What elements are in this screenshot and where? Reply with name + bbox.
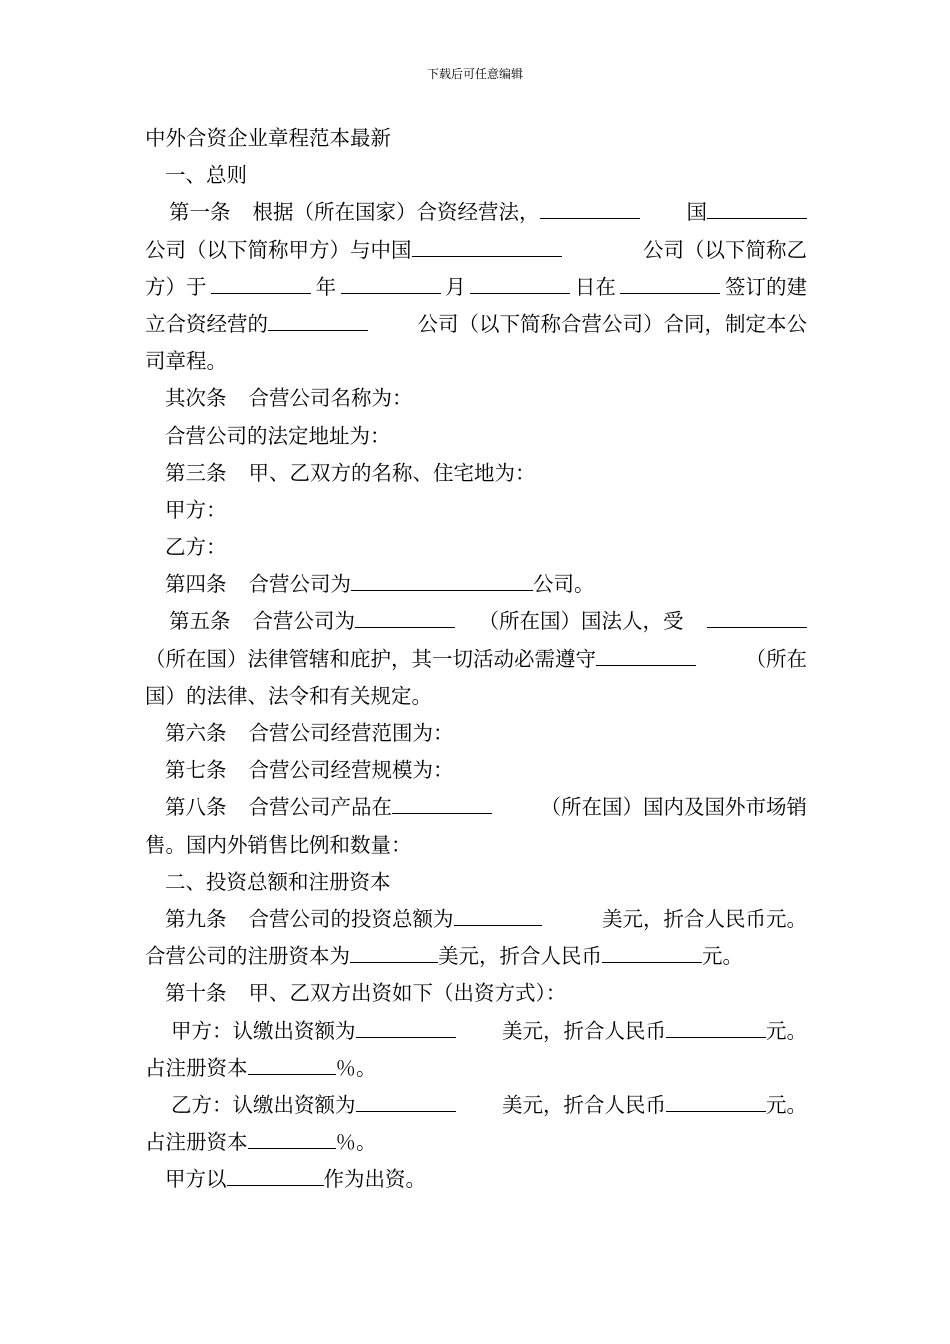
document-title: 中外合资企业章程范本最新 bbox=[145, 126, 391, 150]
article-text: 作为出资。 bbox=[323, 1167, 426, 1192]
article-8-line-2: 售。国内外销售比例和数量： bbox=[145, 832, 412, 857]
blank-field bbox=[227, 1165, 324, 1186]
article-3 bbox=[145, 455, 807, 492]
article-9-line-2 bbox=[145, 938, 807, 975]
blank-field bbox=[602, 942, 702, 963]
article-text: 合营公司经营范围为： bbox=[248, 721, 454, 745]
article-text: ％。 bbox=[335, 1055, 377, 1080]
blank-field bbox=[412, 236, 562, 257]
article-label: 第七条 bbox=[165, 758, 227, 783]
article-text: 立合资经营的 bbox=[145, 311, 268, 336]
article-text: 美元，折合人民币 bbox=[502, 1092, 666, 1117]
blank-field bbox=[707, 198, 807, 219]
article-label: 第九条 bbox=[165, 906, 227, 931]
article-label: 第六条 bbox=[165, 721, 227, 745]
blank-field bbox=[356, 1017, 456, 1038]
article-text: 占注册资本 bbox=[145, 1055, 248, 1080]
article-text: 公司（以下简称乙 bbox=[643, 237, 807, 262]
party-a-label: 甲方： bbox=[165, 497, 227, 522]
article-text: （所在国）法律管辖和庇护，其一切活动必需遵守 bbox=[145, 646, 596, 671]
article-label: 第十条 bbox=[165, 981, 227, 1006]
article-text: （所在 bbox=[745, 646, 807, 671]
blank-field bbox=[356, 1091, 456, 1112]
article-text: 合营公司名称为： bbox=[248, 386, 413, 411]
article-10 bbox=[145, 975, 807, 1012]
article-label: 第五条 bbox=[169, 609, 231, 634]
article-text: 合营公司产品在 bbox=[248, 795, 392, 820]
article-2 bbox=[145, 380, 807, 417]
blank-field bbox=[454, 905, 542, 926]
article-4 bbox=[145, 566, 807, 603]
article-text: 乙方：认缴出资额为 bbox=[171, 1092, 356, 1117]
article-text: 甲方以 bbox=[165, 1167, 227, 1192]
article-text: 甲、乙双方出资如下（出资方式）： bbox=[248, 981, 567, 1006]
blank-field bbox=[392, 793, 492, 814]
article-text: 方）于 bbox=[145, 274, 207, 299]
article-text: 元。 bbox=[766, 1018, 807, 1043]
article-label: 第三条 bbox=[165, 460, 227, 485]
article-text: 占注册资本 bbox=[145, 1130, 248, 1155]
article-text: 甲方：认缴出资额为 bbox=[171, 1018, 356, 1043]
blank-field bbox=[470, 273, 570, 294]
article-text: 公司（以下简称甲方）与中国 bbox=[145, 237, 412, 262]
article-text: 根据（所在国家）合资经营法， bbox=[252, 200, 540, 225]
blank-field bbox=[248, 1128, 336, 1149]
article-label: 第四条 bbox=[165, 572, 227, 597]
article-10-party-b-line-1 bbox=[145, 1087, 807, 1124]
article-text: 月 bbox=[445, 274, 466, 299]
article-1-line-1 bbox=[145, 194, 807, 231]
article-5-line-3: 国）的法律、法令和有关规定。 bbox=[145, 683, 432, 708]
blank-field bbox=[596, 645, 696, 666]
document-body bbox=[145, 120, 807, 1198]
article-text: 合营公司的注册资本为 bbox=[145, 944, 350, 969]
page-header: 下载后可任意编辑 bbox=[426, 67, 523, 81]
blank-field bbox=[620, 273, 720, 294]
article-text: 合营公司的投资总额为 bbox=[248, 906, 454, 931]
article-6 bbox=[145, 715, 807, 752]
article-text: 元。 bbox=[702, 944, 743, 969]
article-text: 公司。 bbox=[533, 572, 595, 597]
article-8-line-1 bbox=[145, 789, 807, 826]
blank-field bbox=[351, 570, 533, 591]
blank-field bbox=[268, 310, 368, 331]
blank-field bbox=[666, 1091, 766, 1112]
article-1-line-2 bbox=[145, 232, 807, 269]
article-10-party-a-line-2 bbox=[145, 1050, 807, 1087]
article-text: 合营公司经营规模为： bbox=[248, 758, 454, 783]
article-text: 美元，折合人民币 bbox=[438, 944, 602, 969]
article-text: 美元，折合人民币 bbox=[502, 1018, 666, 1043]
article-10-party-a-line-1 bbox=[145, 1013, 807, 1050]
blank-field bbox=[355, 607, 455, 628]
party-b-label: 乙方： bbox=[165, 535, 227, 560]
article-text: 美元，折合人民币元。 bbox=[602, 906, 807, 931]
article-label: 其次条 bbox=[165, 386, 227, 411]
article-1-line-3 bbox=[145, 269, 807, 306]
blank-field bbox=[707, 607, 807, 628]
article-text: 合营公司为 bbox=[248, 572, 351, 597]
section-heading-investment: 二、投资总额和注册资本 bbox=[165, 869, 391, 894]
article-text: 合营公司为 bbox=[252, 609, 355, 634]
article-text: 年 bbox=[315, 274, 337, 299]
article-text: 公司（以下简称合营公司）合同，制定本公 bbox=[417, 311, 807, 336]
article-text: （所在国）国法人，受 bbox=[478, 609, 684, 634]
article-10-party-b-line-2 bbox=[145, 1124, 807, 1161]
article-text: ％。 bbox=[335, 1130, 377, 1155]
article-text: 签订的建 bbox=[725, 274, 807, 299]
article-7 bbox=[145, 752, 807, 789]
blank-field bbox=[350, 942, 438, 963]
blank-field bbox=[666, 1017, 766, 1038]
article-5-line-2 bbox=[145, 641, 807, 678]
article-text: 元。 bbox=[766, 1092, 807, 1117]
article-text: 国 bbox=[686, 200, 707, 225]
article-text: 甲、乙双方的名称、住宅地为： bbox=[248, 460, 536, 485]
article-text: 日在 bbox=[574, 274, 616, 299]
section-heading-general: 一、总则 bbox=[165, 163, 247, 188]
article-label: 第一条 bbox=[169, 200, 231, 225]
article-1-line-5: 司章程。 bbox=[145, 349, 227, 374]
article-9-line-1 bbox=[145, 901, 807, 938]
blank-field bbox=[540, 198, 640, 219]
article-10-party-a-contribution bbox=[145, 1161, 807, 1198]
article-5-line-1 bbox=[145, 603, 807, 640]
blank-field bbox=[248, 1054, 336, 1075]
article-label: 第八条 bbox=[165, 795, 227, 820]
article-2-address: 合营公司的法定地址为： bbox=[165, 423, 391, 448]
article-1-line-4 bbox=[145, 306, 807, 343]
blank-field bbox=[341, 273, 441, 294]
article-text: （所在国）国内及国外市场销 bbox=[540, 795, 807, 820]
blank-field bbox=[211, 273, 311, 294]
